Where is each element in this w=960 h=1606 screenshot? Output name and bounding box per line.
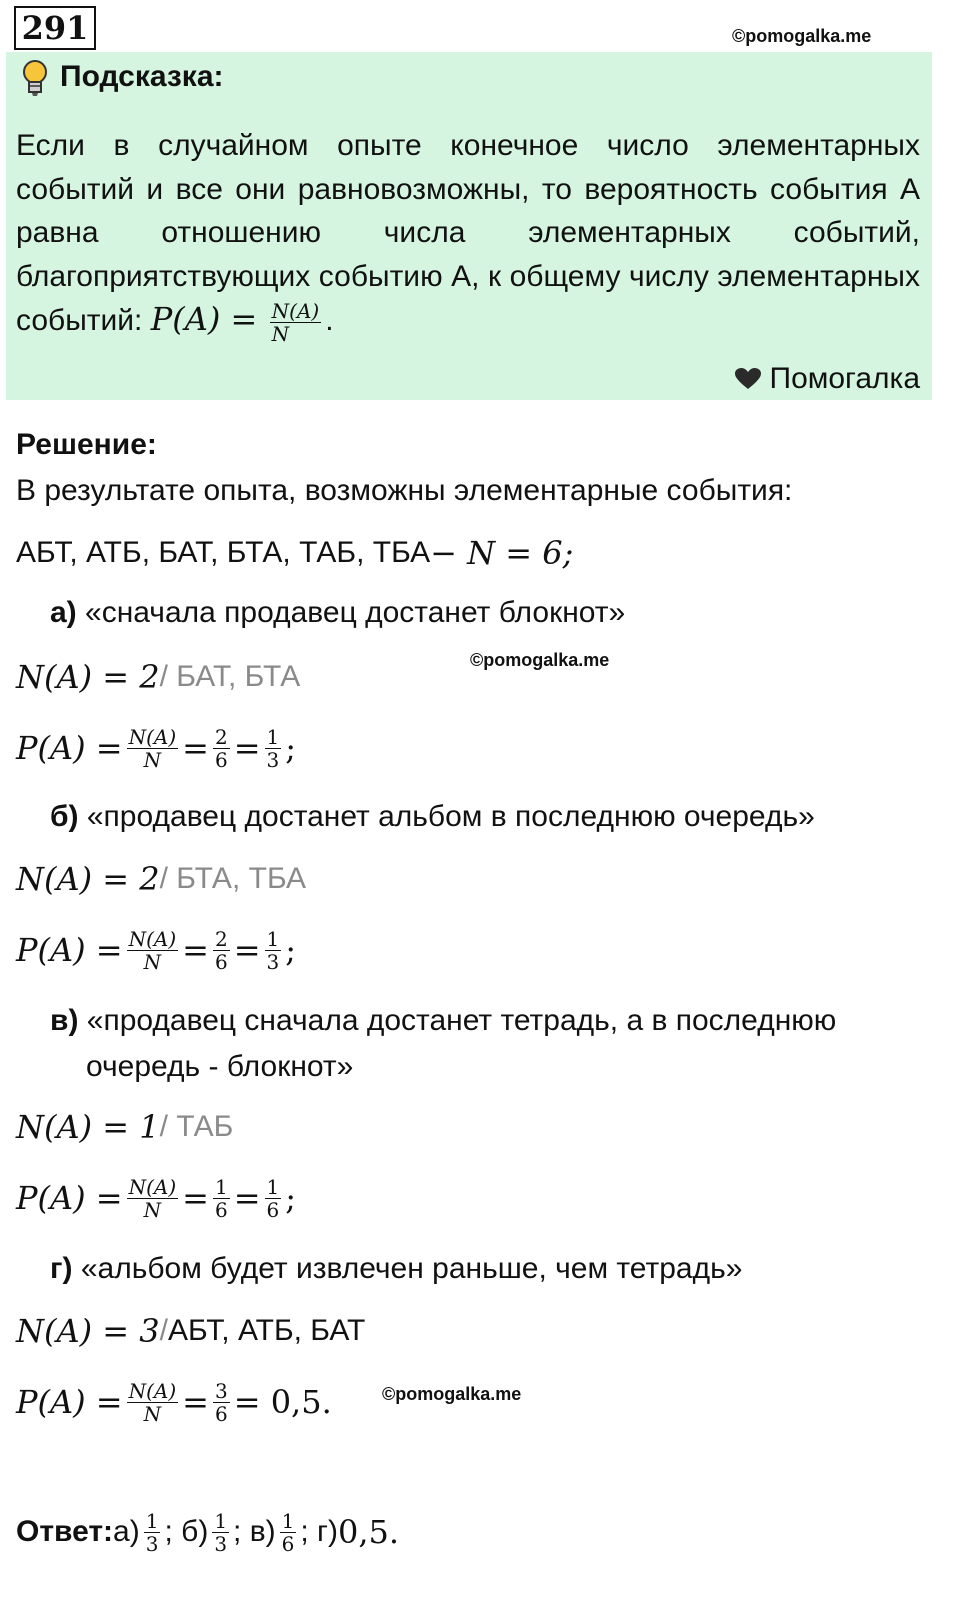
hint-text: Если в случайном опыте конечное число элементарных событий и все они равновозможны, то вероятность события А равна отношению числа элементарных событий, благоприятствующих событию А, к общему числу элементарных событий: P(A) = $\frac{N(A)}{N}$ . [16,129,920,346]
solution-intro: В результате опыта, возможны элементарные события: [16,474,793,507]
part-b-probability: P(A) = $\frac{N(A)}{N}$ = $\frac{2}{6}$ = $\frac{1}{3}$ ; [16,926,297,974]
part-c-cont: очередь - блокнот» [86,1050,354,1083]
problem-number: 291 [14,6,96,50]
part-d-probability: P(A) = $\frac{N(A)}{N}$ = $\frac{3}{6}$ = 0,5. [16,1378,332,1426]
watermark: ©pomogalka.me [470,650,610,670]
part-c-count: N(A) = 1 / ТАБ [16,1108,234,1146]
events-list: АБТ, АТБ, БАТ, БТА, ТАБ, ТБА [16,536,431,569]
brand [734,362,921,396]
hint-formula-fraction: $\frac{N(A)}{N}$ [271,298,320,346]
part-a-probability: P(A) = $\frac{N(A)}{N}$ = $\frac{2}{6}$ = $\frac{1}{3}$ ; [16,724,297,772]
watermark: ©pomogalka.me [732,26,872,46]
part-a-count: N(A) = 2 / БАТ, БТА [16,658,301,696]
part-a: а) «сначала продавец достанет блокнот» [50,596,626,629]
events-count: − N = 6; [430,534,574,572]
watermark: ©pomogalka.me [382,1384,522,1404]
hint-body: Если в случайном опыте конечное число элементарных событий и все они равновозможны, то вероятность события А равна отношению числа элементарных событий, благоприятствующих событию А, к общему числу элементарных событий: [16,129,920,337]
part-c: в) «продавец сначала достанет тетрадь, а в последнюю [50,1004,837,1037]
solution-title: Решение: [16,428,157,461]
lightbulb-icon [18,58,52,98]
hint-title: Подсказка: [60,60,224,93]
part-b: б) «продавец достанет альбом в последнюю очередь» [50,800,815,833]
part-c-probability: P(A) = $\frac{N(A)}{N}$ = $\frac{1}{6}$ = $\frac{1}{6}$ ; [16,1174,297,1222]
answer-line: Ответ: а) $\frac{1}{3}$ ; б) $\frac{1}{3}$ ; в) $\frac{1}{6}$ ; г) 0,5. [16,1508,400,1556]
heart-icon [734,367,762,391]
part-d: г) «альбом будет извлечен раньше, чем тетрадь» [50,1252,743,1285]
part-d-count: N(A) = 3 / АБТ, АТБ, БАТ [16,1312,366,1350]
answer-label: Ответ: [16,1515,114,1548]
hint-formula-lhs: P(A) = [150,300,258,338]
brand-label: Помогалка [769,362,920,395]
part-b-count: N(A) = 2 / БТА, ТБА [16,860,306,898]
events-line [16,530,573,576]
